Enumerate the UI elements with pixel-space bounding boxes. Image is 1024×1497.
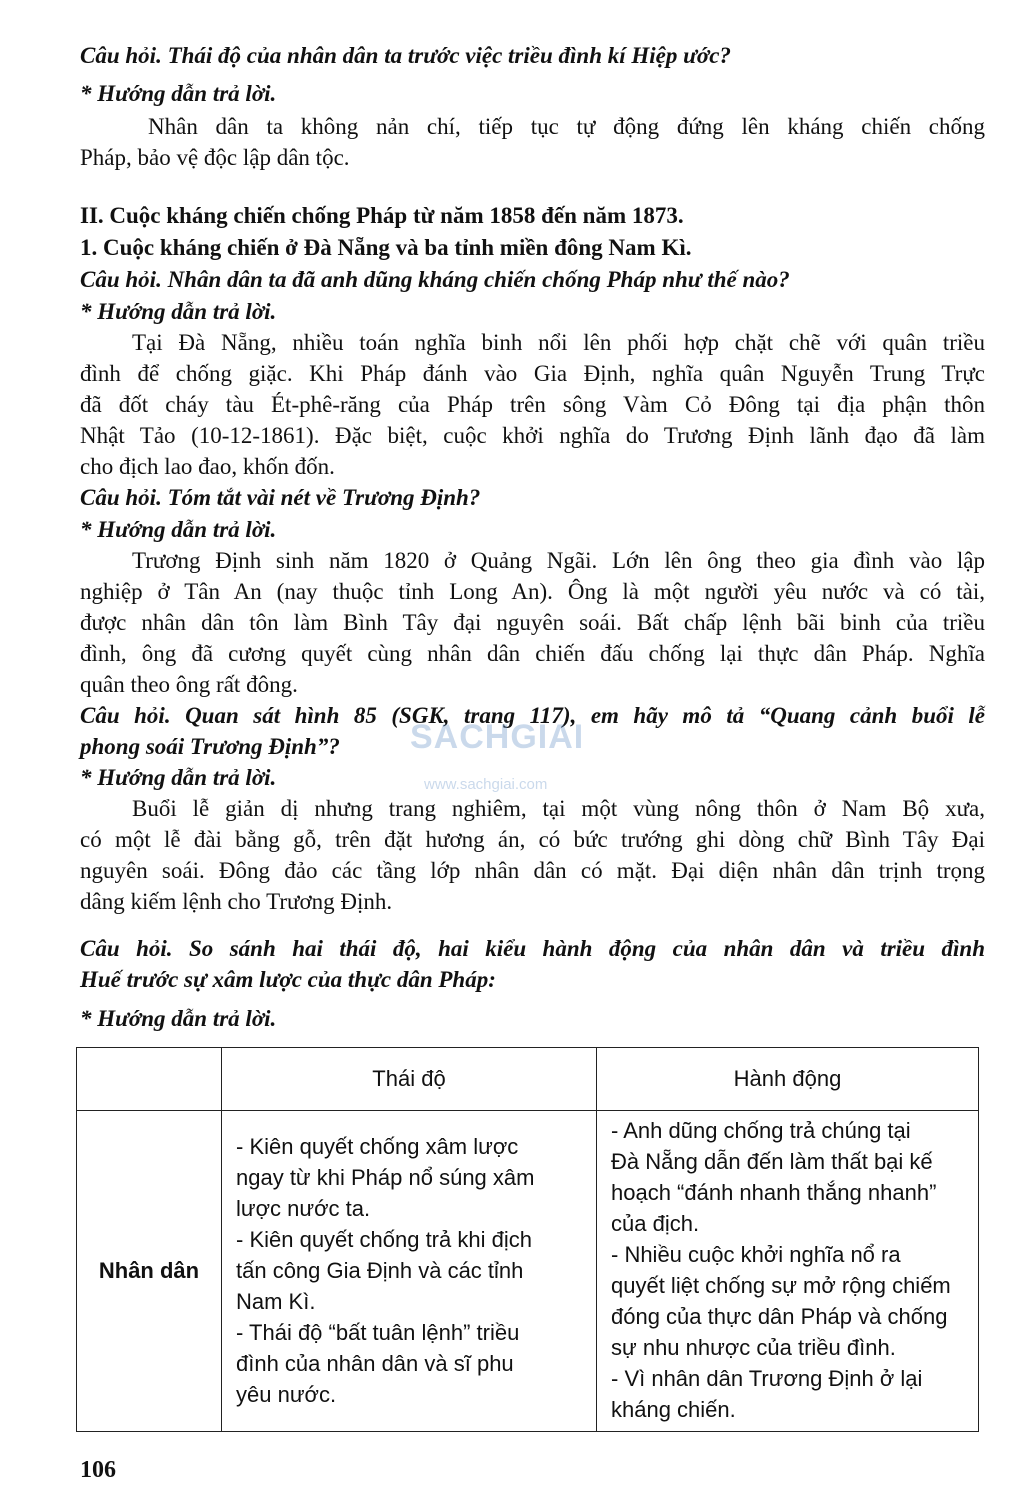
table-row bbox=[77, 1111, 979, 1432]
answer-text-line: được nhân dân tôn làm Bình Tây đại nguyên soái. Bất chấp lệnh bãi binh của triều bbox=[80, 610, 985, 635]
comparison-table bbox=[76, 1047, 979, 1432]
action-line: - Nhiều cuộc khởi nghĩa nổ ra bbox=[611, 1242, 901, 1267]
question-heading: Câu hỏi. Tóm tắt vài nét về Trương Định? bbox=[80, 485, 481, 510]
attitude-line: tấn công Gia Định và các tỉnh bbox=[236, 1258, 524, 1283]
answer-text-line: Tại Đà Nẵng, nhiều toán nghĩa binh nổi lên phối hợp chặt chẽ với quân triều bbox=[132, 330, 985, 355]
answer-guide-label: * Hướng dẫn trả lời. bbox=[80, 765, 277, 790]
table-header-action: Hành động bbox=[597, 1048, 979, 1111]
table-header-row bbox=[77, 1048, 979, 1111]
answer-text-line: Pháp, bảo vệ độc lập dân tộc. bbox=[80, 145, 350, 170]
action-line: hoạch “đánh nhanh thắng nhanh” bbox=[611, 1180, 937, 1205]
question-heading: Câu hỏi. Nhân dân ta đã anh dũng kháng chiến chống Pháp như thế nào? bbox=[80, 267, 790, 292]
question-heading: Câu hỏi. So sánh hai thái độ, hai kiểu hành động của nhân dân và triều đình bbox=[80, 936, 985, 961]
answer-text-line: đình để chống giặc. Khi Pháp đánh vào Gia Định, nghĩa quân Nguyễn Trung Trực bbox=[80, 361, 985, 386]
attitude-line: - Kiên quyết chống xâm lược bbox=[236, 1134, 519, 1159]
attitude-line: ngay từ khi Pháp nổ súng xâm bbox=[236, 1165, 535, 1190]
table-header-attitude: Thái độ bbox=[222, 1048, 597, 1111]
answer-text-line: nghiệp ở Tân An (nay thuộc tỉnh Long An). Ông là một người yêu nước và có tài, bbox=[80, 579, 985, 604]
question-heading: Câu hỏi. Thái độ của nhân dân ta trước việc triều đình kí Hiệp ước? bbox=[80, 43, 731, 68]
attitude-line: đình của nhân dân và sĩ phu bbox=[236, 1351, 514, 1376]
answer-text-line: đã đốt cháy tàu Ét-phê-răng của Pháp trên sông Vàm Cỏ Đông tại địa phận thôn bbox=[80, 392, 985, 417]
attitude-line: - Thái độ “bất tuân lệnh” triều bbox=[236, 1320, 520, 1345]
attitude-line: - Kiên quyết chống trả khi địch bbox=[236, 1227, 532, 1252]
action-line: quyết liệt chống sự mở rộng chiếm bbox=[611, 1273, 951, 1298]
question-heading-cont: Huế trước sự xâm lược của thực dân Pháp: bbox=[80, 967, 496, 992]
answer-text-line: nguyên soái. Đông đảo các tầng lớp nhân dân có mặt. Đại diện nhân dân trịnh trọng bbox=[80, 858, 985, 883]
answer-text-line: dâng kiếm lệnh cho Trương Định. bbox=[80, 889, 393, 914]
answer-text-line: Nhật Tảo (10-12-1861). Đặc biệt, cuộc khởi nghĩa do Trương Định lãnh đạo đã làm bbox=[80, 423, 985, 448]
page-number: 106 bbox=[80, 1457, 116, 1483]
question-heading-cont: phong soái Trương Định”? bbox=[80, 734, 340, 759]
attitude-cell bbox=[222, 1111, 597, 1432]
section-heading: II. Cuộc kháng chiến chống Pháp từ năm 1858 đến năm 1873. bbox=[80, 203, 684, 228]
watermark-url: www.sachgiai.com bbox=[424, 776, 548, 793]
action-line: - Anh dũng chống trả chúng tại bbox=[611, 1118, 911, 1143]
action-line: của địch. bbox=[611, 1211, 700, 1236]
action-line: đóng của thực dân Pháp và chống bbox=[611, 1304, 948, 1329]
answer-text-line: đình, ông đã cương quyết cùng nhân dân chiến đấu chống lại thực dân Pháp. Nghĩa bbox=[80, 641, 985, 666]
action-line: - Vì nhân dân Trương Định ở lại bbox=[611, 1366, 923, 1391]
answer-text-line: có một lễ đài bằng gỗ, trên đặt hương án, có bức trướng ghi dòng chữ Bình Tây Đại bbox=[80, 827, 985, 852]
answer-guide-label: * Hướng dẫn trả lời. bbox=[80, 81, 277, 106]
action-line: kháng chiến. bbox=[611, 1397, 736, 1422]
attitude-line: yêu nước. bbox=[236, 1382, 337, 1407]
attitude-line: lược nước ta. bbox=[236, 1196, 371, 1221]
answer-text-line: Nhân dân ta không nản chí, tiếp tục tự động đứng lên kháng chiến chống bbox=[148, 114, 985, 139]
answer-guide-label: * Hướng dẫn trả lời. bbox=[80, 517, 277, 542]
action-cell bbox=[597, 1111, 979, 1432]
attitude-line: Nam Kì. bbox=[236, 1289, 316, 1314]
table-row-label: Nhân dân bbox=[77, 1111, 222, 1432]
action-line: sự nhu nhược của triều đình. bbox=[611, 1335, 896, 1360]
answer-guide-label: * Hướng dẫn trả lời. bbox=[80, 1006, 277, 1031]
watermark-brand: SACHGIAI bbox=[410, 718, 585, 756]
answer-text-line: quân theo ông rất đông. bbox=[80, 672, 298, 697]
table-header-empty bbox=[77, 1048, 222, 1111]
answer-guide-label: * Hướng dẫn trả lời. bbox=[80, 299, 277, 324]
action-line: Đà Nẵng dẫn đến làm thất bại kế bbox=[611, 1149, 933, 1174]
answer-text-line: cho địch lao đao, khốn đốn. bbox=[80, 454, 335, 479]
question-heading: Câu hỏi. Quan sát hình 85 (SGK, trang 117), em hãy mô tả “Quang cảnh buổi lễ bbox=[80, 703, 985, 728]
answer-text-line: Buổi lễ giản dị nhưng trang nghiêm, tại một vùng nông thôn ở Nam Bộ xưa, bbox=[132, 796, 985, 821]
answer-text-line: Trương Định sinh năm 1820 ở Quảng Ngãi. Lớn lên ông theo gia đình vào lập bbox=[132, 548, 985, 573]
subsection-heading: 1. Cuộc kháng chiến ở Đà Nẵng và ba tỉnh miền đông Nam Kì. bbox=[80, 235, 692, 260]
